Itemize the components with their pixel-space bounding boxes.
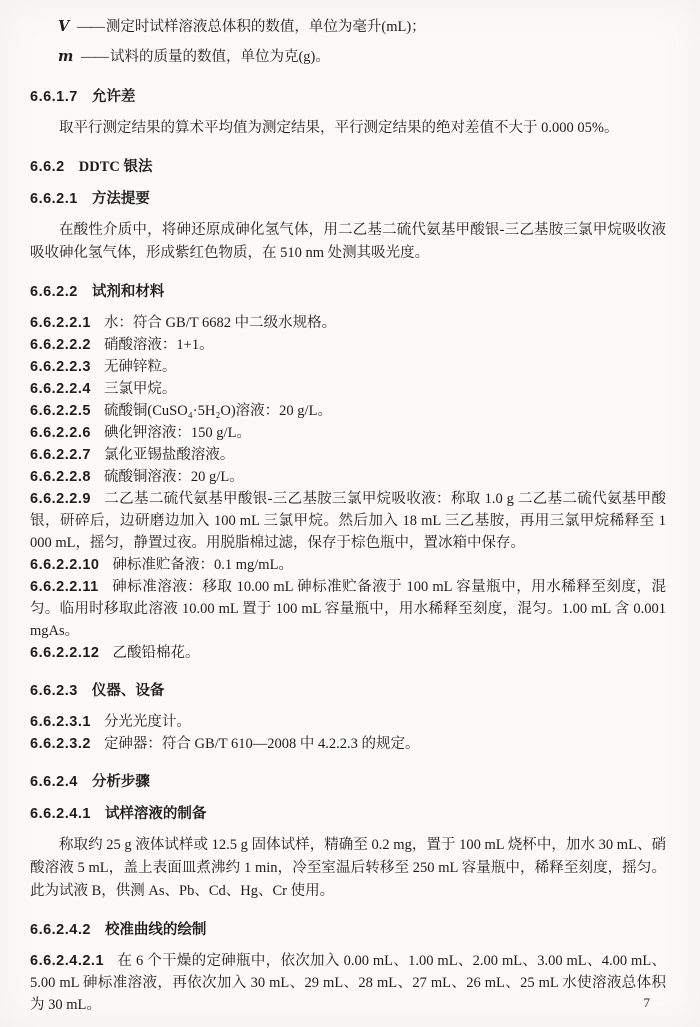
section-number: 6.6.2.1 <box>30 191 78 207</box>
item-number: 6.6.2.2.7 <box>30 447 91 463</box>
list-item-6-6-2-2-1 <box>30 312 666 334</box>
section-heading-6-6-2-2 <box>30 282 666 303</box>
definition-line-v <box>30 14 666 40</box>
item-number: 6.6.2.2.1 <box>30 315 91 331</box>
symbol-v: V <box>58 18 70 35</box>
item-number: 6.6.2.2.3 <box>30 359 91 375</box>
paragraph-method-summary: 在酸性介质中，将砷还原成砷化氢气体，用二乙基二硫代氨基甲酸银-三乙基胺三氯甲烷吸收液吸收砷化氢气体，形成紫红色物质，在 510 nm 处测其吸光度。 <box>30 222 666 261</box>
list-item-6-6-2-2-2 <box>30 334 666 356</box>
paragraph-sample-preparation: 称取约 25 g 液体试样或 12.5 g 固体试样，精确至 0.2 mg，置于 100 mL 烧杯中，加水 30 mL、硝酸溶液 5 mL，盖上表面皿煮沸约 1 min，冷至室温后转移至 250 mL 容量瓶中，稀释至刻度，摇匀。此为试液 B，供测 As、Pb、Cd、Hg、Cr 使用。 <box>30 837 666 899</box>
list-item-6-6-2-3-2 <box>30 733 666 755</box>
list-item-6-6-2-2-11 <box>30 576 666 642</box>
list-item-6-6-2-2-10 <box>30 554 666 576</box>
section-title: 试样溶液的制备 <box>104 806 207 822</box>
section-number: 6.6.2 <box>30 159 65 175</box>
section-title: 方法提要 <box>91 191 150 207</box>
item-number: 6.6.2.2.5 <box>30 403 91 419</box>
definition-line-m <box>30 44 666 70</box>
section-title: 分析步骤 <box>91 774 150 790</box>
section-heading-6-6-2-4-1 <box>30 804 666 825</box>
item-number: 6.6.2.2.2 <box>30 337 91 353</box>
section-title: 校准曲线的绘制 <box>104 922 207 938</box>
item-text: 碘化钾溶液：150 g/L。 <box>103 425 251 441</box>
section-heading-6-6-2-4-2 <box>30 920 666 941</box>
item-text: 砷标准溶液：移取 10.00 mL 砷标准贮备液于 100 mL 容量瓶中，用水稀释至刻度，混匀。临用时移取此溶液 10.00 mL 置于 100 mL 容量瓶中，用水稀释至刻度，混匀。1.00 mL 含 0.001 mgAs。 <box>30 579 666 639</box>
item-number: 6.6.2.2.11 <box>30 579 99 595</box>
section-heading-6-6-2-3 <box>30 681 666 702</box>
section-number: 6.6.2.3 <box>30 683 78 699</box>
symbol-m: m <box>58 48 74 65</box>
item-number: 6.6.2.2.9 <box>30 491 91 507</box>
list-item-6-6-2-2-6 <box>30 422 666 444</box>
item-number: 6.6.2.2.8 <box>30 469 91 485</box>
section-heading-6-6-1-7 <box>30 87 666 108</box>
section-number: 6.6.2.4.1 <box>30 806 91 822</box>
item-text: 硫酸铜(CuSO₄·5H₂O)溶液：20 g/L。 <box>103 403 332 419</box>
list-item-6-6-2-2-7 <box>30 444 666 466</box>
list-item-6-6-2-2-5 <box>30 400 666 422</box>
section-heading-6-6-2 <box>30 157 666 178</box>
item-text: 在 6 个干燥的定砷瓶中，依次加入 0.00 mL、1.00 mL、2.00 mL、3.00 mL、4.00 mL、5.00 mL 砷标准溶液，再依次加入 30 mL、29 mL、28 mL、27 mL、26 mL、25 mL 水使溶液总体积为 30 mL。 <box>30 953 666 1013</box>
page-number: 7 <box>643 995 650 1010</box>
list-item-6-6-2-2-3 <box>30 356 666 378</box>
section-number: 6.6.2.4 <box>30 774 78 790</box>
section-title: 仪器、设备 <box>91 683 165 699</box>
item-number: 6.6.2.2.4 <box>30 381 91 397</box>
item-number: 6.6.2.3.1 <box>30 714 91 730</box>
section-number: 6.6.1.7 <box>30 89 78 105</box>
definition-text-m: 试料的质量的数值，单位为克(g)。 <box>109 49 330 65</box>
item-number: 6.6.2.2.10 <box>30 557 100 573</box>
section-title: 试剂和材料 <box>91 284 165 300</box>
item-number: 6.6.2.2.6 <box>30 425 91 441</box>
paragraph-tolerance: 取平行测定结果的算术平均值为测定结果，平行测定结果的绝对差值不大于 0.000 05%。 <box>59 120 619 136</box>
item-text: 乙酸铅棉花。 <box>112 645 200 661</box>
item-text: 水：符合 GB/T 6682 中二级水规格。 <box>103 315 337 331</box>
definition-dash: —— <box>76 19 104 35</box>
item-number: 6.6.2.2.12 <box>30 645 100 661</box>
section-title: 允许差 <box>91 89 136 105</box>
section-heading-6-6-2-4 <box>30 772 666 793</box>
list-item-6-6-2-2-9 <box>30 488 666 554</box>
item-text: 砷标准贮备液：0.1 mg/mL。 <box>112 557 293 573</box>
item-number: 6.6.2.3.2 <box>30 736 91 752</box>
item-text: 二乙基二硫代氨基甲酸银-三乙基胺三氯甲烷吸收液：称取 1.0 g 二乙基二硫代氨基甲酸银，研碎后，边研磨边加入 100 mL 三氯甲烷。然后加入 18 mL 三乙基胺，再用三氯甲烷稀释至 1 000 mL，摇匀，静置过夜。用脱脂棉过滤，保存于棕色瓶中，置冰箱中保存。 <box>30 491 666 551</box>
definition-text-v: 测定时试样溶液总体积的数值，单位为毫升(mL)； <box>105 19 426 35</box>
item-text: 分光光度计。 <box>103 714 191 730</box>
section-number: 6.6.2.4.2 <box>30 922 91 938</box>
definition-dash: —— <box>80 49 108 65</box>
item-number: 6.6.2.4.2.1 <box>30 953 105 969</box>
list-item-6-6-2-2-8 <box>30 466 666 488</box>
item-text: 三氯甲烷。 <box>103 381 177 397</box>
item-text: 硫酸铜溶液：20 g/L。 <box>103 469 244 485</box>
list-item-6-6-2-2-12 <box>30 642 666 664</box>
item-text: 定砷器：符合 GB/T 610—2008 中 4.2.2.3 的规定。 <box>103 736 420 752</box>
item-text: 无砷锌粒。 <box>103 359 177 375</box>
list-item-6-6-2-2-4 <box>30 378 666 400</box>
list-item-6-6-2-4-2-1 <box>30 950 666 1016</box>
item-text: 硝酸溶液：1+1。 <box>103 337 214 353</box>
section-title: DDTC 银法 <box>78 159 153 175</box>
list-item-6-6-2-3-1 <box>30 711 666 733</box>
item-text: 氯化亚锡盐酸溶液。 <box>103 447 235 463</box>
section-number: 6.6.2.2 <box>30 284 78 300</box>
section-heading-6-6-2-1 <box>30 189 666 210</box>
